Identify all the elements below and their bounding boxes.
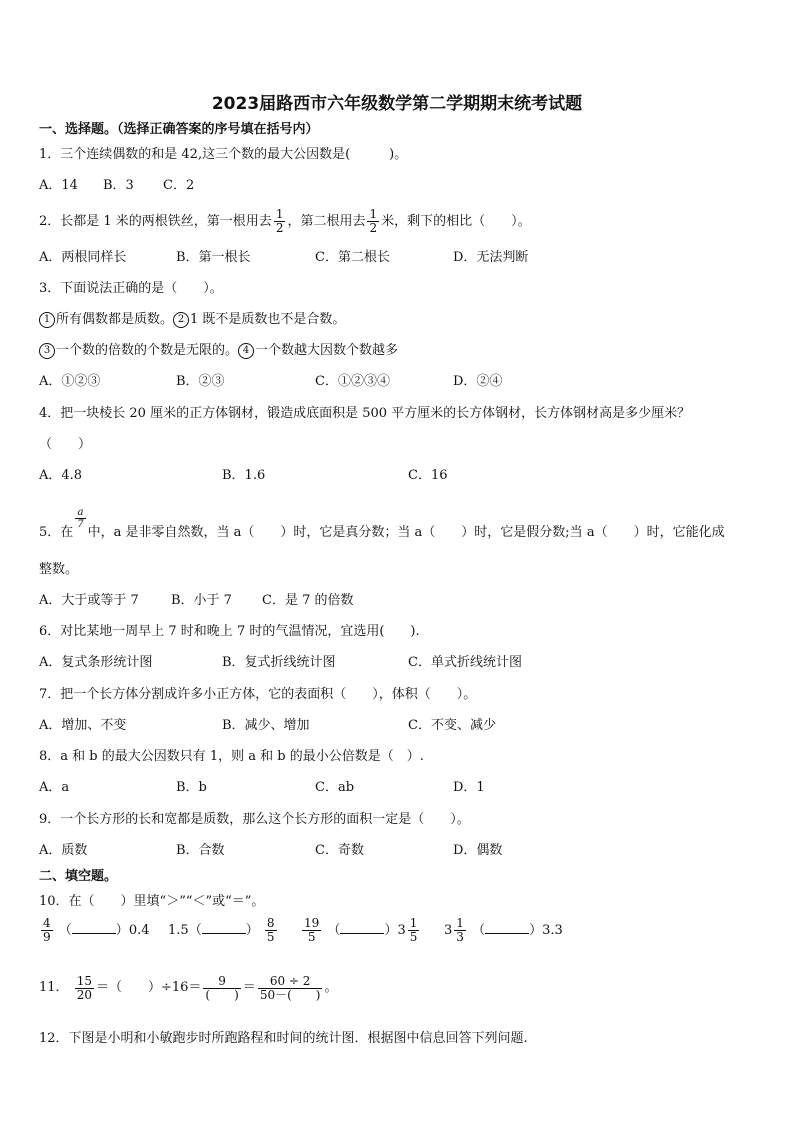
question-3: 3．下面说法正确的是（ ）。 — [39, 281, 223, 296]
q3-statement-1: 所有偶数都是质数。 — [56, 312, 174, 327]
q6-option-c[interactable]: C．单式折线统计图 — [408, 655, 522, 670]
q2-text-post: 米，剩下的相比（ ）。 — [381, 214, 531, 229]
fraction-den: 9 — [43, 930, 51, 944]
q5-text-pre: 5．在 — [39, 525, 74, 540]
circled-number: 1 — [39, 312, 55, 328]
q6-option-b[interactable]: B．复式折线统计图 — [222, 655, 336, 670]
q9-option-d[interactable]: D．偶数 — [453, 843, 503, 858]
question-9: 9．一个长方形的长和宽都是质数，那么这个长方形的面积一定是（ ）。 — [39, 812, 470, 827]
q10-4-right: 3.3 — [542, 923, 563, 938]
fraction-num: 1 — [456, 916, 464, 930]
q4-option-c[interactable]: C．16 — [408, 468, 448, 483]
q2-option-a[interactable]: A．两根同样长 — [39, 250, 127, 265]
question-8: 8．a 和 b 的最大公因数只有 1，则 a 和 b 的最小公倍数是（ ）. — [39, 749, 424, 764]
page-title: 2023届路西市六年级数学第二学期期末统考试题 — [211, 94, 583, 114]
mixed-whole: 3 — [397, 923, 406, 938]
q2-fraction-2-den: 2 — [369, 221, 378, 235]
q9-option-c[interactable]: C．奇数 — [315, 843, 364, 858]
q3-option-c[interactable]: C．①②③④ — [315, 374, 390, 389]
q2-fraction-1 — [274, 208, 286, 235]
q5-text: 中，a 是非零自然数，当 a（ ）时，它是真分数；当 a（ ）时，它是假分数;当 a（ ）时，它能化成 — [87, 525, 725, 540]
fraction-num: 1 — [409, 916, 418, 930]
q3-statement-4: 一个数越大因数个数越多 — [255, 343, 399, 358]
q5-continuation: 整数。 — [39, 562, 79, 577]
q10-item-1 — [39, 917, 150, 944]
question-12: 12．下图是小明和小敏跑步时所跑路程和时间的统计图．根据图中信息回答下列问题. — [39, 1031, 528, 1046]
fraction-num: 60 ÷ 2 — [269, 973, 311, 988]
q10-4-mixed — [444, 917, 468, 944]
q2-text-mid: ，第二根用去 — [287, 214, 366, 229]
q3-option-b[interactable]: B．②③ — [176, 374, 225, 389]
q3-statements-1-2 — [39, 311, 345, 329]
fraction-num: 4 — [43, 916, 51, 930]
q3-statements-3-4 — [39, 342, 398, 360]
mixed-whole: 3 — [444, 923, 453, 938]
q10-item-2 — [168, 917, 279, 944]
question-4: 4．把一块棱长 20 厘米的正方体钢材，锻造成底面积是 500 平方厘米的长方体钢材，长方体钢材高是多少厘米？ — [39, 406, 691, 421]
q9-option-a[interactable]: A．质数 — [39, 843, 88, 858]
q2-fraction-2-num: 1 — [369, 207, 378, 221]
q4-answer-paren: （ ） — [39, 437, 92, 452]
q2-fraction-2 — [367, 208, 379, 235]
fraction-num: 9 — [218, 973, 226, 988]
circled-number: 4 — [238, 343, 254, 359]
q11-middle[interactable]: （ ）÷16＝ — [108, 980, 202, 995]
q5-fraction-den: 7 — [77, 519, 84, 530]
q10-4-blank[interactable]: （ ） — [472, 923, 543, 938]
q1-option-a[interactable]: A．14 — [39, 178, 78, 193]
q11-end: 。 — [324, 980, 338, 995]
q5-fraction-num: a — [77, 507, 84, 518]
q1-option-b[interactable]: B．3 — [103, 178, 134, 193]
q11-equals-1: ＝ — [95, 980, 109, 995]
fraction-den: 50－( ) — [259, 987, 321, 1002]
q10-item-4 — [444, 917, 563, 944]
q10-1-fraction — [41, 917, 53, 944]
q3-statement-3: 一个数的倍数的个数是无限的。 — [56, 343, 239, 358]
q10-2-blank[interactable]: （ ） — [188, 923, 259, 938]
q8-option-a[interactable]: A．a — [39, 780, 70, 795]
fraction-den: 5 — [302, 930, 321, 944]
q8-option-d[interactable]: D．1 — [453, 780, 485, 795]
section-fill-heading: 二、填空题。 — [39, 869, 118, 884]
q10-1-blank[interactable]: （ ） — [58, 923, 129, 938]
q10-2-left: 1.5 — [168, 923, 189, 938]
q2-fraction-1-num: 1 — [275, 207, 284, 221]
circled-number: 2 — [173, 312, 189, 328]
circled-number: 3 — [39, 343, 55, 359]
q3-statement-2: 1 既不是质数也不是合数。 — [190, 312, 346, 327]
q3-option-d[interactable]: D．②④ — [453, 374, 503, 389]
q7-option-a[interactable]: A．增加、不变 — [39, 718, 127, 733]
fraction-den: 5 — [266, 930, 275, 944]
q4-option-a[interactable]: A．4.8 — [39, 468, 83, 483]
q10-3-blank[interactable]: （ ） — [327, 923, 398, 938]
q2-fraction-1-den: 2 — [275, 221, 284, 235]
question-10: 10．在（ ）里填“＞”“＜”或“＝”。 — [39, 894, 265, 909]
q8-option-c[interactable]: C．ab — [315, 780, 355, 795]
fraction-num: 8 — [266, 916, 275, 930]
q10-3-mixed — [397, 917, 421, 944]
fraction-den: 5 — [409, 930, 418, 944]
mixed-fraction — [408, 917, 420, 944]
question-7: 7．把一个长方体分割成许多小正方体，它的表面积（ ），体积（ ）。 — [39, 687, 477, 702]
q5-option-a[interactable]: A．大于或等于 7 — [39, 593, 139, 608]
q4-option-b[interactable]: B．1.6 — [222, 468, 266, 483]
q5-option-c[interactable]: C．是 7 的倍数 — [262, 593, 354, 608]
q2-option-d[interactable]: D．无法判断 — [453, 250, 529, 265]
q7-option-c[interactable]: C．不变、减少 — [408, 718, 496, 733]
fraction-num: 19 — [304, 916, 320, 930]
q11-fraction-1 — [75, 975, 94, 1002]
q5-option-b[interactable]: B．小于 7 — [171, 593, 232, 608]
question-1: 1．三个连续偶数的和是 42,这三个数的最大公因数是( )。 — [39, 147, 408, 162]
q10-item-3 — [300, 917, 421, 944]
q10-1-right: 0.4 — [128, 923, 150, 938]
q11-number: 11． — [39, 980, 69, 995]
fraction-den: 3 — [456, 930, 464, 944]
q10-2-fraction — [265, 917, 277, 944]
q2-text-pre: 2．长都是 1 米的两根铁丝，第一根用去 — [39, 214, 272, 229]
fraction-den: ( ) — [205, 987, 239, 1002]
q3-option-a[interactable]: A．①②③ — [39, 374, 101, 389]
q1-option-c[interactable]: C．2 — [163, 178, 195, 193]
q2-option-c[interactable]: C．第二根长 — [315, 250, 390, 265]
q5-fraction — [75, 507, 85, 530]
q11-fraction-3[interactable] — [258, 975, 323, 1002]
q10-3-fraction — [302, 917, 321, 944]
q2-option-b[interactable]: B．第一根长 — [176, 250, 251, 265]
question-2 — [39, 207, 531, 237]
question-6: 6．对比某地一周早上 7 时和晚上 7 时的气温情况，宜选用( ). — [39, 624, 420, 639]
question-5 — [39, 507, 725, 553]
question-11 — [39, 970, 337, 1007]
section-choice-heading: 一、选择题。（选择正确答案的序号填在括号内） — [39, 122, 319, 137]
q8-option-b[interactable]: B．b — [176, 780, 207, 795]
q11-equals-2: ＝ — [242, 980, 256, 995]
q7-option-b[interactable]: B．减少、增加 — [222, 718, 310, 733]
fraction-den: 20 — [76, 987, 92, 1002]
q11-fraction-2[interactable] — [203, 975, 240, 1002]
mixed-fraction — [454, 917, 466, 944]
q9-option-b[interactable]: B．合数 — [176, 843, 225, 858]
fraction-num: 15 — [76, 973, 92, 988]
q6-option-a[interactable]: A．复式条形统计图 — [39, 655, 153, 670]
